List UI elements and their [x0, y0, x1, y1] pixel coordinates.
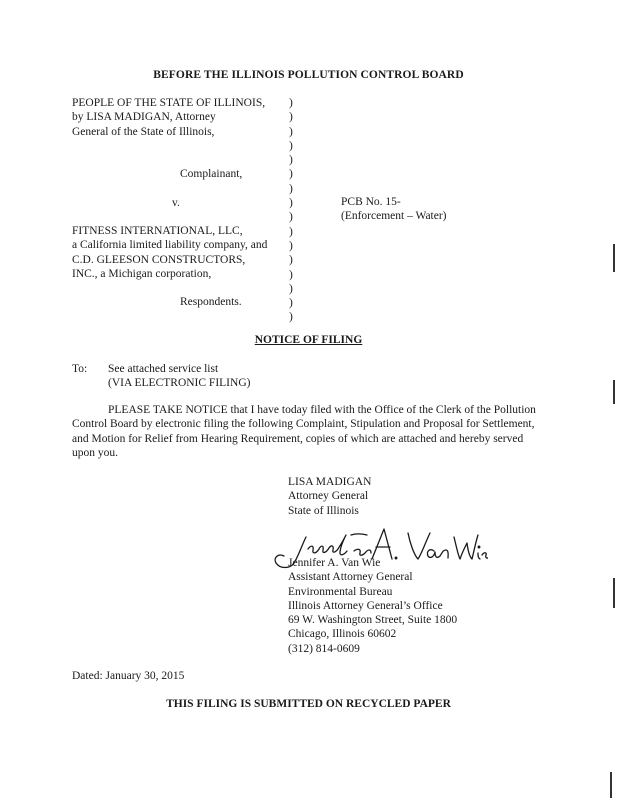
- respondent-block: [72, 224, 267, 281]
- caption-paren: ): [289, 197, 293, 210]
- signatory-phone: (312) 814-0609: [288, 642, 360, 655]
- signatory-title: Assistant Attorney General: [288, 571, 413, 584]
- caption-divider: [289, 96, 293, 325]
- signatory-contact-block: [288, 556, 457, 656]
- date-line: Dated: January 30, 2015: [72, 670, 185, 682]
- signatory-bureau: Environmental Bureau: [288, 585, 393, 598]
- caption-paren: ): [289, 168, 293, 181]
- respondents-label: Respondents.: [180, 296, 242, 308]
- signatory-office-block: [288, 475, 371, 518]
- notice-title: NOTICE OF FILING: [254, 334, 363, 346]
- caption-paren: ): [289, 111, 293, 124]
- signatory-line: LISA MADIGAN: [288, 476, 372, 488]
- caption-paren: ): [289, 225, 293, 238]
- respondent-line: FITNESS INTERNATIONAL, LLC,: [72, 225, 243, 237]
- caption-paren: ): [289, 268, 293, 281]
- caption-paren: ): [289, 182, 293, 195]
- to-label: To:: [72, 363, 88, 375]
- plaintiff-line: General of the State of Illinois,: [72, 125, 215, 138]
- caption-paren: ): [289, 297, 293, 310]
- caption-paren: ): [289, 239, 293, 252]
- caption-paren: ): [289, 154, 293, 167]
- plaintiff-line: by LISA MADIGAN, Attorney: [72, 111, 216, 124]
- case-number: PCB No. 15-: [341, 196, 401, 208]
- signatory-line: Attorney General: [288, 490, 369, 503]
- signatory-street: 69 W. Washington Street, Suite 1800: [288, 614, 458, 627]
- notice-body: PLEASE TAKE NOTICE that I have today filed with the Office of the Clerk of the Pollution Control Board by electronic filing the following Complaint, Stipulation and Proposal for Settlement, and Motion for Relief from Hearing Requirement, copies of which are attached and hereby served upon you.: [72, 404, 536, 459]
- caption-paren: ): [289, 311, 293, 324]
- signatory-office: Illinois Attorney General’s Office: [288, 599, 443, 612]
- recycled-paper-note: THIS FILING IS SUBMITTED ON RECYCLED PAPER: [166, 698, 451, 710]
- scan-margin-mark: [610, 772, 612, 798]
- versus-label: v.: [172, 197, 180, 209]
- caption-paren: ): [289, 282, 293, 295]
- signatory-line: State of Illinois: [288, 504, 359, 517]
- document-header: BEFORE THE ILLINOIS POLLUTION CONTROL BOARD: [153, 69, 464, 81]
- respondent-line: INC., a Michigan corporation,: [72, 267, 212, 280]
- signatory-city: Chicago, Illinois 60602: [288, 628, 397, 641]
- complainant-label: Complainant,: [180, 168, 243, 180]
- scan-margin-mark: [613, 578, 615, 608]
- scan-margin-mark: [613, 244, 615, 272]
- caption-paren: ): [289, 139, 293, 152]
- case-type: (Enforcement – Water): [341, 210, 447, 223]
- scan-margin-mark: [613, 380, 615, 404]
- recipient-line: (VIA ELECTRONIC FILING): [108, 377, 251, 390]
- caption-paren: ): [289, 125, 293, 138]
- recipient-block: [108, 362, 250, 391]
- caption-paren: ): [289, 97, 293, 109]
- recipient-line: See attached service list: [108, 363, 219, 375]
- case-number-block: [341, 195, 447, 224]
- caption-paren: ): [289, 254, 293, 267]
- respondent-line: C.D. GLEESON CONSTRUCTORS,: [72, 253, 246, 266]
- plaintiff-block: [72, 96, 265, 139]
- signatory-name: Jennifer A. Van Wie: [288, 557, 381, 569]
- respondent-line: a California limited liability company, and: [72, 239, 268, 252]
- plaintiff-line: PEOPLE OF THE STATE OF ILLINOIS,: [72, 97, 266, 109]
- caption-paren: ): [289, 211, 293, 224]
